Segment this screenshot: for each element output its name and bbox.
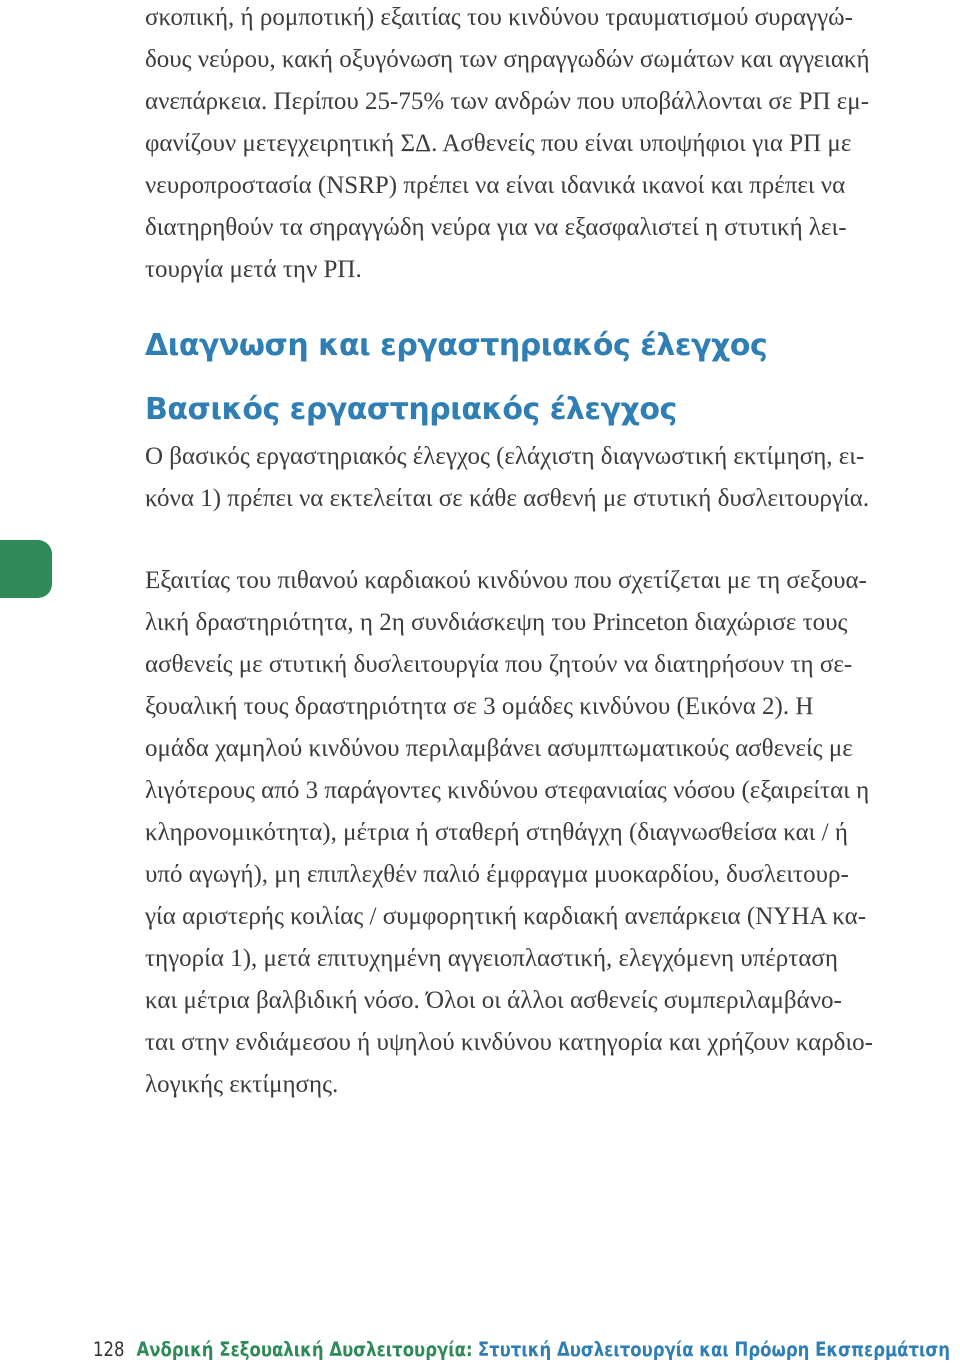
footer-book-subtitle: Στυτική Δυσλειτουργία και Πρόωρη Εκσπερμάτιση [477,1338,951,1361]
risk-line: ασθενείς με στυτική δυσλειτουργία που ζητούν να διατηρήσουν τη σε- [145,651,853,678]
intro-line: φανίζουν μετεγχειρητική ΣΔ. Ασθενείς που είναι υποψήφιοι για ΡΠ με [145,130,852,157]
intro-line: διατηρηθούν τα σηραγγώδη νεύρα για να εξασφαλιστεί η στυτική λει- [145,214,847,241]
risk-line: γία αριστερής κοιλίας / συμφορητική καρδιακή ανεπάρκεια (NYHA κα- [145,903,867,930]
footer-book-title: Ανδρική Σεξουαλική Δυσλειτουργία: [136,1338,473,1361]
risk-line: τηγορία 1), μετά επιτυχημένη αγγειοπλαστική, ελεγχόμενη υπέρταση [145,945,838,972]
subsection-heading: Βασικός εργαστηριακός έλεγχος [145,392,677,427]
basic-testing-line: κόνα 1) πρέπει να εκτελείται σε κάθε ασθενή με στυτική δυσλειτουργία. [145,485,870,512]
risk-line: λογικής εκτίμησης. [145,1071,339,1098]
chapter-side-tab [0,540,52,598]
intro-line: δους νεύρου, κακή οξυγόνωση των σηραγγωδών σωμάτων και αγγειακή [145,46,870,73]
risk-line: ομάδα χαμηλού κινδύνου περιλαμβάνει ασυμπτωματικούς ασθενείς με [145,735,853,762]
risk-line: Εξαιτίας του πιθανού καρδιακού κινδύνου που σχετίζεται με τη σεξουα- [145,567,867,594]
risk-line: ται στην ενδιάμεσου ή υψηλού κινδύνου κατηγορία και χρήζουν καρδιο- [145,1029,874,1056]
intro-line: σκοπική, ή ρομποτική) εξαιτίας του κινδύνου τραυματισμού συραγγώ- [145,4,853,31]
page-footer [93,1338,950,1361]
intro-line: νευροπροστασία (NSRP) πρέπει να είναι ιδανικά ικανοί και πρέπει να [145,172,846,199]
risk-line: λική δραστηριότητα, η 2η συνδιάσκεψη του Princeton διαχώρισε τους [145,609,848,636]
risk-line: κληρονομικότητα), μέτρια ή σταθερή στηθάγχη (διαγνωσθείσα και / ή [145,819,848,846]
section-heading: Διαγνωση και εργαστηριακός έλεγχος [145,328,768,363]
risk-line: λιγότερους από 3 παράγοντες κινδύνου στεφανιαίας νόσου (εξαιρείται η [145,777,870,804]
risk-line: και μέτρια βαλβιδική νόσο. Όλοι οι άλλοι ασθενείς συμπεριλαμβάνο- [145,987,842,1014]
risk-line: υπό αγωγή), μη επιπλεχθέν παλιό έμφραγμα μυοκαρδίου, δυσλειτουρ- [145,861,849,888]
intro-line: τουργία μετά την ΡΠ. [145,256,362,283]
risk-line: ξουαλική τους δραστηριότητα σε 3 ομάδες κινδύνου (Εικόνα 2). Η [145,693,814,720]
page-number: 128 [93,1338,125,1361]
intro-line: ανεπάρκεια. Περίπου 25-75% των ανδρών που υποβάλλονται σε ΡΠ εμ- [145,88,870,115]
basic-testing-line: Ο βασικός εργαστηριακός έλεγχος (ελάχιστη διαγνωστική εκτίμηση, ει- [145,443,865,470]
